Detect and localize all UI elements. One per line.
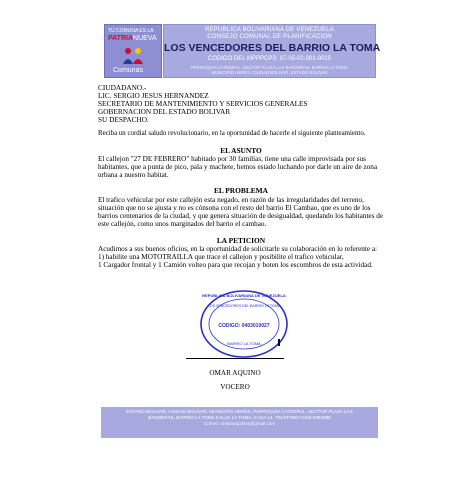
logo-comunas: Comunas: [113, 67, 143, 74]
comunas-logo: [104, 24, 162, 78]
signature-line: [186, 358, 284, 359]
footer-email: Correo: omarasuj2004@gmail.com: [203, 421, 276, 426]
registry-code: CODIGO DEL MPPPCPS: 07-05-02-001-0015: [207, 56, 332, 62]
community-council-title: LOS VENCEDORES DEL BARRIO LA TOMA: [164, 42, 381, 54]
greeting: Reciba un cordial saludo revolucionario, en la oportunidad de hacerle el siguiente planteamiento.: [98, 130, 366, 137]
section-title-peticion: LA PETICION: [216, 236, 266, 245]
recipient-office: GOBERNACION DEL ESTADO BOLIVAR: [98, 107, 231, 116]
recipient-name: LIC. SERGIO JESUS HERNANDEZ: [98, 91, 209, 100]
footer-address-1: ESTADO BOLIVAR, CIUDAD BOLIVAR, MUNICIPIO HERES, PARROQUIA CATEDRAL, SECTOR PLAZA LAS: [126, 409, 353, 414]
official-stamp: [199, 289, 289, 359]
section-title-asunto: EL ASUNTO: [220, 146, 262, 155]
council-name: CONSEJO COMUNAL DE PLANIFICACION: [207, 34, 332, 40]
recipient-line: CIUDADANO.-: [98, 83, 147, 92]
recipient-closing: SU DESPACHO.: [98, 115, 149, 124]
letterhead-banner: [163, 24, 381, 78]
recipient-title: SECRETARIO DE MANTENIMIENTO Y SERVICIOS GENERALES: [98, 99, 308, 108]
asunto-paragraph: El callejon "27 DE FEBRERO" habitado por 30 familias, tiene una calle improvisada por sus habitantes, que a punta de pico, pala y machete, hemos estado luchando por darle un aire de zona urbana a nuestro habitat.: [98, 155, 378, 179]
stamp-ring-text: LOS VENCEDORES DEL BARRIO LA TOMA: [207, 304, 281, 308]
stamp-center-text: BARRIO LA TOMA: [227, 341, 261, 346]
letterhead-address: PARROQUIA CATEDRAL, SECTOR PLAZA LAS BANDERAS, BARRIO LA TOMA MUNICIPIO HERES, CIUDAD BOLIVAR, ESTADO BOLIVAR: [191, 65, 348, 75]
signature-mark: [278, 339, 280, 346]
republic-name: REPUBLICA BOLIVARIANA DE VENEZUELA: [205, 27, 334, 33]
signer-name: OMAR AQUINO: [209, 369, 261, 377]
section-title-problema: EL PROBLEMA: [213, 186, 268, 195]
footer-address-2: BANDERAS, BARRIO LA TOMA CALLE LA TOMA, CASA 14, TELEFONO 0426-5982088: [148, 415, 331, 420]
signer-role: VOCERO: [220, 383, 250, 391]
stamp-outer-text: REPUBLICA BOLIVARIANA DE VENEZUELA: [202, 293, 286, 298]
stamp-code: CODIGO: 0403010027: [218, 323, 270, 329]
peticion-paragraph: Acudimos a sus buenos oficios, en la oportunidad de solicitarle su colaboración en lo referente a: 1) habilite una MOTOTRAILLA que trace el callejon y posibilite el trafico vehicular, 1 Cargador frontal y 1 Camión volteo para que recojan y boten los escombros de esta actividad.: [98, 245, 378, 269]
problema-paragraph: El trafico vehicular por este callejón esta negado, en razón de las irregularidades del terreno, situación que no se ajusta y no es cónsona con el resto del barrio El Cambao, que es uno de los barrios centenarios de la ciudad, y que genera situación de desigualdad, quedando los habitantes de este callejón, como unos marginados del barrio el cambao.: [98, 196, 384, 228]
logo-tagline: TU COMUNA ES LA: [108, 28, 154, 34]
logo-patria: PATRIANUEVA: [108, 35, 157, 42]
letterhead-footer: [101, 407, 378, 438]
people-icon: [121, 46, 145, 66]
